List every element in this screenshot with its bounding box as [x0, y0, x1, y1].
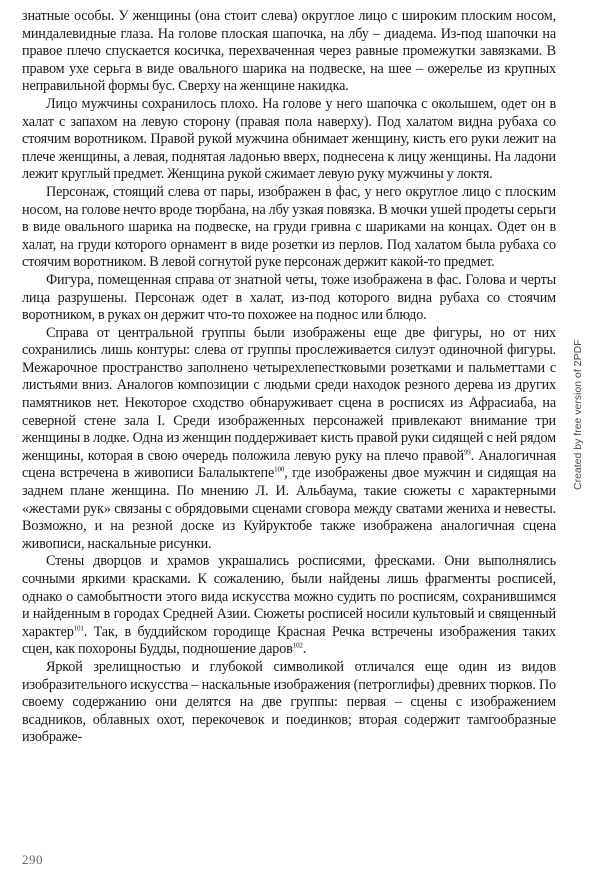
text-segment: . Так, в буддийском городище Красная Речка встречены изображения таких сцен, как похороны Будды, подношение даров: [22, 623, 556, 658]
footnote-ref-100: 100: [274, 465, 285, 474]
paragraph-2: Лицо мужчины сохранилось плохо. На голове у него шапочка с околышем, одет он в халат с запахом на левую сторону (правая пола наверху). Под халатом видна рубаха со стоячим воротником. Правой рукой мужчина обнимает женщину, кисть его руки лежит на плече женщины, а левая, поднятая ладонью вверх, поднесена к лицу женщины. На ладони лежит круглый предмет. Женщина рукой сжимает левую руку мужчины у локтя.: [22, 95, 556, 183]
text-segment: Справа от центральной группы были изображены еще две фигуры, но от них сохранились лишь контуры: слева от группы прослеживается силуэт одиночной фигуры. Межарочное пространство заполнено четырехлепестковыми розетками и пальметтами с листьями вниз. Аналогов композиции с людьми среди находок резного дерева из других памятников нет. Некоторое сходство обнаруживает сцена в росписях из Афрасиаба, на северной стене зала I. Среди изображенных персонажей привлекают внимание три женщины в лодке. Одна из женщин поддерживает кисть правой руки сидящей с ней рядом женщины, которая в свою очередь положила левую руку на плечо правой: [22, 324, 556, 464]
text-segment: , где изображены двое мужчин и сидящая на заднем плане женщина. По мнению Л. И. Альбаума, такие сюжеты с характерными «жестами рук» связаны с обрядовыми сценами сговора между сватами жениха и невесты. Возможно, и на резной доске из Куйруктобе также изображена аналогичная сцена живописи, наскальные рисунки.: [22, 465, 557, 552]
watermark-text: Created by free version of 2PDF: [572, 339, 584, 490]
paragraph-7: Яркой зрелищностью и глубокой символикой отличался еще один из видов изобразительного искусства – наскальные изображения (петроглифы) древних тюрков. По своему содержанию они делятся на две группы: первая – сцены с изображением всадников, облавных охот, перекочевок и поединков; вторая содержит тамгообразные изображе-: [22, 658, 556, 746]
page-number: 290: [22, 852, 43, 867]
watermark: [572, 170, 592, 490]
page-body: [22, 8, 556, 747]
text-segment: .: [302, 641, 307, 658]
paragraph-6: [22, 553, 556, 659]
paragraph-5: [22, 325, 556, 554]
paragraph-3: Персонаж, стоящий слева от пары, изображен в фас, у него округлое лицо с плоским носом, на голове нечто вроде тюрбана, на лбу узкая повязка. В мочки ушей продеты серьги в виде овального шарика на подвеске, на груди гривна с шариками на концах. Одет он в халат, на груди которого орнамент в виде розетки из перлов. Под халатом была рубаха со стоячим воротником. В левой согнутой руке персонаж держит какой-то предмет.: [22, 183, 556, 271]
footnote-ref-102: 102: [292, 641, 303, 650]
text-segment: . Аналогичная сцена встречена в живописи Балалыктепе: [22, 447, 557, 482]
text-segment: Стены дворцов и храмов украшались росписями, фресками. Они выполнялись сочными яркими красками. К сожалению, были найдены лишь фрагменты росписей, однако о самобытности этого вида искусства можно судить по росписям, сохранившимся и найденным в городах Средней Азии. Сюжеты росписей носили культовый и священный характер: [22, 553, 556, 640]
paragraph-4: Фигура, помещенная справа от знатной четы, тоже изображена в фас. Голова и черты лица разрушены. Персонаж одет в халат, из-под которого видна рубаха со стоячим воротником, в руках он держит что-то похожее на поднос или блюдо.: [22, 271, 556, 324]
footnote-ref-99: 99: [463, 448, 471, 457]
paragraph-1: знатные особы. У женщины (она стоит слева) округлое лицо с широким плоским носом, миндалевидные глаза. На голове плоская шапочка, на лбу – диадема. Из-под шапочки на правое плечо спускается косичка, перехваченная через равные промежутки завязками. В правом ухе серьга в виде овального шарика на подвеске, на шее – ожерелье из крупных неправильной формы бус. Сверху на женщине накидка.: [22, 8, 556, 95]
footnote-ref-101: 101: [73, 624, 84, 633]
